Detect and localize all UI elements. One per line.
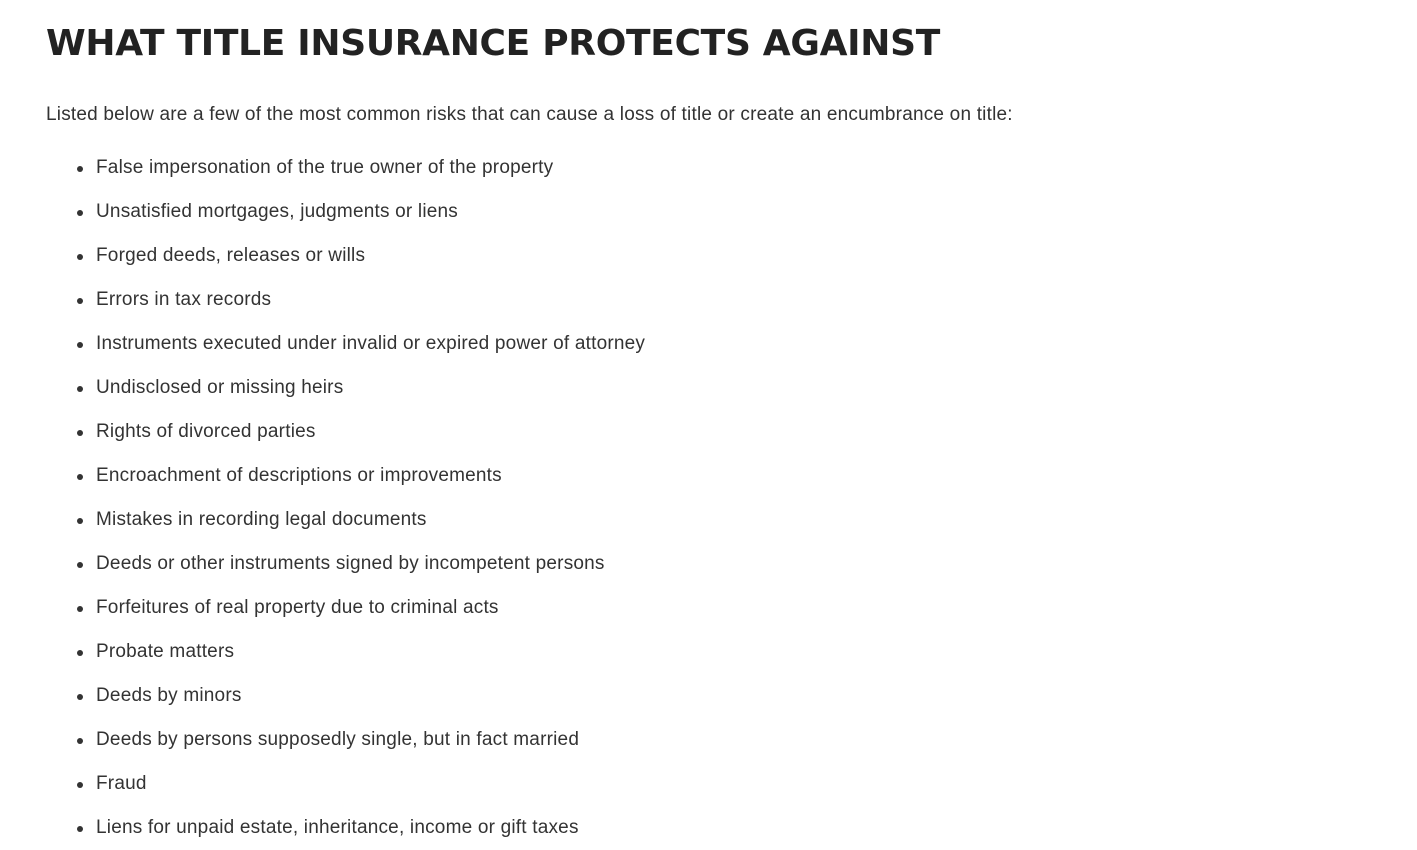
list-item: Unsatisfied mortgages, judgments or liens <box>96 190 1386 234</box>
list-item: Probate matters <box>96 630 1386 674</box>
intro-paragraph: Listed below are a few of the most common risks that can cause a loss of title or create an encumbrance on title: <box>46 104 1013 125</box>
list-item: Forged deeds, releases or wills <box>96 234 1386 278</box>
list-item: False impersonation of the true owner of the property <box>96 146 1386 190</box>
list-item: Fraud <box>96 762 1386 806</box>
list-item: Errors in tax records <box>96 278 1386 322</box>
list-item: Deeds by persons supposedly single, but in fact married <box>96 718 1386 762</box>
page-title: WHAT TITLE INSURANCE PROTECTS AGAINST <box>46 23 940 64</box>
article <box>46 20 1386 850</box>
list-item: Rights of divorced parties <box>96 410 1386 454</box>
list-item: Forfeitures of real property due to criminal acts <box>96 586 1386 630</box>
list-item: Deeds by minors <box>96 674 1386 718</box>
list-item: Mistakes in recording legal documents <box>96 498 1386 542</box>
list-item: Liens for unpaid estate, inheritance, income or gift taxes <box>96 806 1386 850</box>
risk-list <box>46 146 1386 850</box>
list-item: Instruments executed under invalid or expired power of attorney <box>96 322 1386 366</box>
list-item: Undisclosed or missing heirs <box>96 366 1386 410</box>
list-item: Encroachment of descriptions or improvements <box>96 454 1386 498</box>
list-item: Deeds or other instruments signed by incompetent persons <box>96 542 1386 586</box>
